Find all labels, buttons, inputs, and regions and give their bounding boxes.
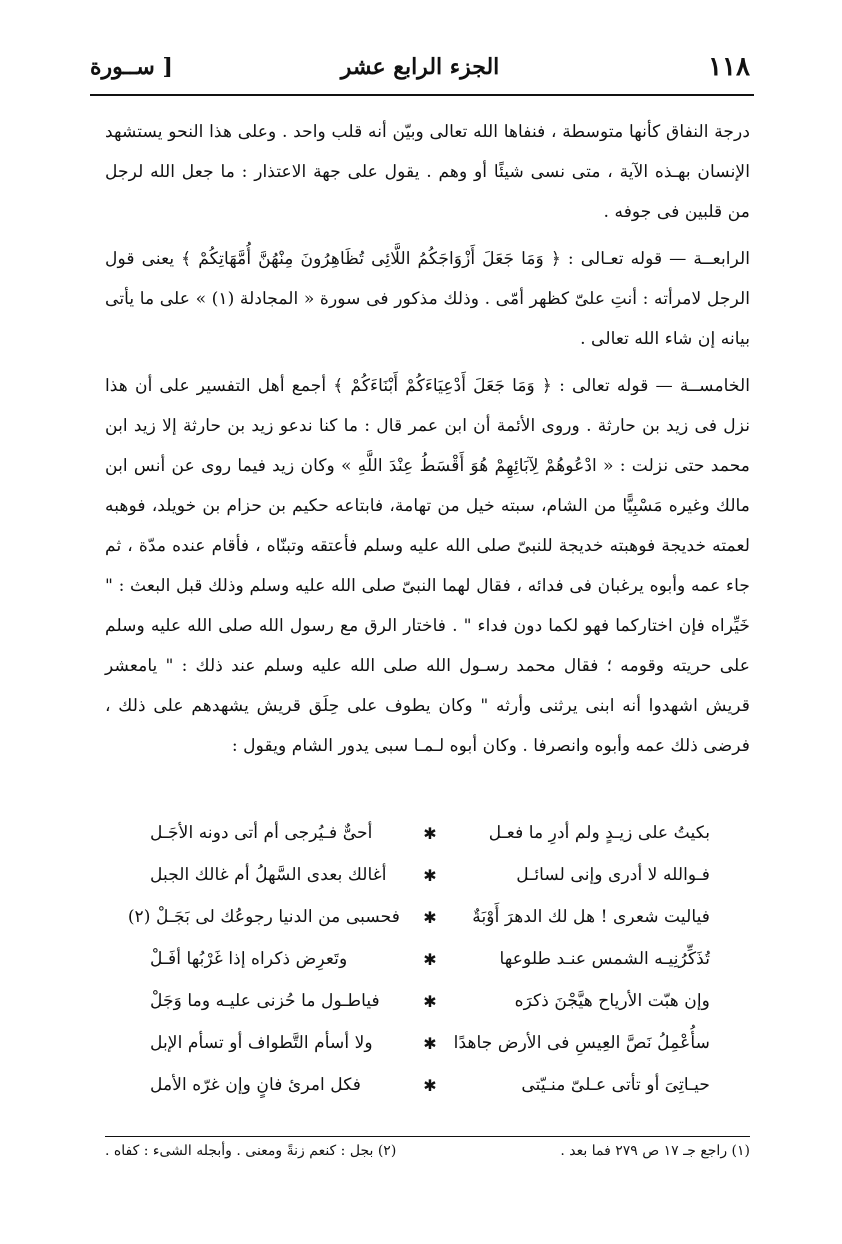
poem-verse	[150, 854, 710, 896]
verse-first-hemistich: وإن هبّت الأرياح هيَّجْنَ ذكرَه	[514, 991, 710, 1011]
verse-first-hemistich: بكيتُ على زيـدٍ ولم أدرِ ما فعـل	[488, 823, 710, 843]
verse-second-hemistich: أغالك بعدى السَّهلُ أم غالك الجبل	[150, 865, 387, 885]
paragraph-3: الخامســة — قوله تعالى : ﴿ وَمَا جَعَلَ أَدْعِيَاءَكُمْ أَبْنَاءَكُمْ ﴾ أجمع أهل التفسير على أن هذا نزل فى زيد بن حارثة . وروى الأئمة أن ابن عمر قال : ما كنا ندعو زيد بن حارثة إلا زيد ابن محمد حتى نزلت : « ادْعُوهُمْ لِآبَائِهِمْ هُوَ أَقْسَطُ عِنْدَ اللَّهِ » وكان زيد فيما روى عن أنس ابن مالك وغيره مَسْبِيًّا من الشام، سبته خيل من تهامة، فابتاعه حكيم بن حزام بن خويلد، فوهبه لعمته خديجة فوهبته خديجة للنبىّ صلى الله عليه وسلم فأعتقه وتبنّاه ، فأقام عنده مدّة ، ثم جاء عمه وأبوه يرغبان فى فدائه ، فقال لهما النبىّ صلى الله عليه وسلم وذلك قبل البعث : " خَيِّراه فإن اختاركما فهو لكما دون فداء " . فاختار الرق مع رسول الله صلى الله عليه وسلم على حريته وقومه ؛ فقال محمد رسـول الله صلى الله عليه وسلم عند ذلك : " يامعشر قريش اشهدوا أنه ابنى يرثنى وأرثه " وكان يطوف على حِلَق قريش يشهدهم على ذلك ، فرضى ذلك عمه وأبوه وانصرفا . وكان أبوه لـمـا سبى يدور الشام ويقول :	[105, 376, 750, 756]
footnote-1: (١) راجع جـ ١٧ ص ٢٧٩ فما بعد .	[560, 1143, 750, 1159]
verse-second-hemistich: فحسبى من الدنيا رجوعُك لى بَجَـلْ (٢)	[127, 907, 400, 927]
main-text	[105, 112, 750, 773]
verse-second-hemistich: ولا أسأم التَّطواف أو تسأم الإبل	[150, 1033, 373, 1053]
poem	[127, 812, 710, 1106]
footnote-rule	[105, 1136, 750, 1137]
verse-second-hemistich: فكل امرئ فانٍ وإن غرّه الأمل	[150, 1075, 362, 1095]
poem-verse	[150, 1022, 710, 1064]
poem-verse	[150, 980, 710, 1022]
poem-verse	[150, 1064, 710, 1106]
verse-second-hemistich: فياطـول ما حُزنى عليـه وما وَجَلْ	[150, 991, 380, 1011]
paragraph-1: درجة النفاق كأنها متوسطة ، فنفاها الله تعالى وبيّن أنه قلب واحد . وعلى هذا النحو يستشهد الإنسان بهـذه الآية ، متى نسى شيئًا أو وهم . يقول على جهة الاعتذار : ما جعل الله لرجل من قلبين فى جوفه .	[105, 122, 750, 222]
verse-first-hemistich: فـوالله لا أدرى وإنى لسائـل	[516, 865, 710, 885]
footnotes	[105, 1140, 750, 1162]
verse-separator-icon: ✱	[423, 907, 437, 927]
footnote-2: (٢) بجل : كنعم زنةً ومعنى . وأبجله الشىء : كفاه .	[105, 1143, 397, 1159]
poem-verse	[150, 938, 710, 980]
page-header	[90, 48, 750, 92]
verse-separator-icon: ✱	[423, 1075, 437, 1095]
surah-label: [ ســورة	[90, 54, 173, 80]
verse-separator-icon: ✱	[423, 991, 437, 1011]
verse-separator-icon: ✱	[423, 865, 437, 885]
verse-second-hemistich: وتَعرِض ذكراه إذا غَرْبُها أفَـلْ	[150, 949, 348, 969]
poem-verse	[127, 896, 710, 938]
verse-first-hemistich: فياليت شعرى ! هل لك الدهرَ أَوْبَةٌ	[472, 907, 710, 927]
verse-first-hemistich: تُذَكِّرُنِيـه الشمس عنـد طلوعها	[499, 949, 710, 969]
page-number: ١١٨	[708, 52, 750, 82]
verse-separator-icon: ✱	[423, 949, 437, 969]
verse-separator-icon: ✱	[423, 1033, 437, 1053]
verse-separator-icon: ✱	[423, 823, 437, 843]
paragraph-2: الرابعــة — قوله تعـالى : ﴿ وَمَا جَعَلَ أَزْوَاجَكُمُ اللَّائِى تُظَاهِرُونَ مِنْهُنَّ أُمَّهَاتِكُمْ ﴾ يعنى قول الرجل لامرأته : أنتِ علىّ كظهر أمّى . وذلك مذكور فى سورة « المجادلة (١) » على ما يأتى بيانه إن شاء الله تعالى .	[105, 249, 750, 349]
verse-first-hemistich: حيـاتِىَ أو تأتى عـلىّ منـيّتى	[521, 1075, 710, 1095]
juz-title: الجزء الرابع عشر	[340, 54, 500, 80]
verse-first-hemistich: سأُعْمِلُ نَصَّ العِيسِ فى الأرض جاهدًا	[453, 1033, 710, 1053]
poem-verse	[150, 812, 710, 854]
verse-second-hemistich: أحىٌّ فـيُرجى أم أتى دونه الأجَـل	[150, 823, 373, 843]
header-rule	[90, 94, 754, 96]
